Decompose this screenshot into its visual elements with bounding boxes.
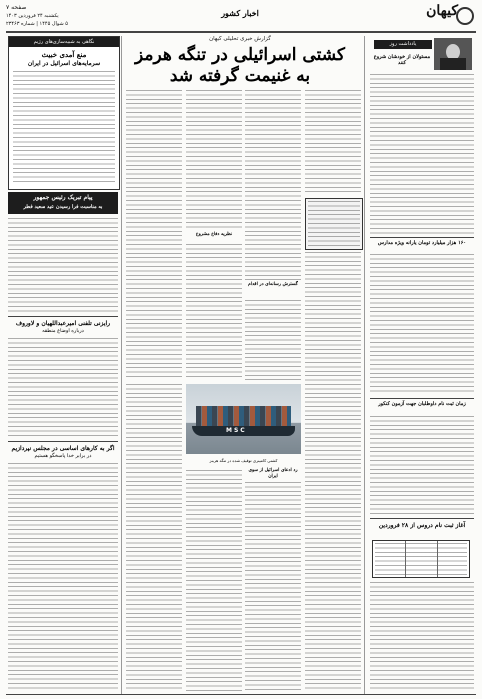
- masthead-rule: [6, 31, 476, 33]
- left-headline-1: رایزنی تلفنی امیرعبداللهیان و لاوروف: [15, 320, 111, 327]
- left-dark-box: [8, 192, 118, 214]
- left-body-1: [8, 218, 118, 313]
- section-title: اخبار کشور: [221, 8, 259, 18]
- mid-headline-1: گسترش رسانه‌ای در اقدام: [248, 282, 298, 287]
- right-headline-b: زمان ثبت نام داوطلبان جهت آزمون کنکور: [378, 401, 466, 407]
- right-rule-2: [370, 398, 474, 399]
- date-line: یکشنبه ۲۴ فروردین ۱۴۰۳: [6, 13, 59, 19]
- main-col-2c: [245, 482, 301, 692]
- logo-emblem-icon: [456, 7, 474, 25]
- left-dark-sub: به مناسبت فرا رسیدن عید سعید فطر: [23, 204, 103, 210]
- left-box-header: نگاهی به شبیه‌سازی‌های رژیم: [9, 37, 119, 47]
- mid-headline-3: رد ادعای اسرائیل از سوی ایران: [248, 468, 298, 479]
- right-rule-3: [370, 518, 474, 519]
- left-body-2: [8, 338, 118, 438]
- left-rule-1: [8, 316, 118, 317]
- main-col-3: [186, 90, 242, 230]
- main-headline-2: به غنیمت گرفته شد: [169, 66, 311, 86]
- left-headline-2: اگر به کارهای اساسی در مجلس نپردازیم: [11, 445, 115, 452]
- editorial-photo: [434, 38, 472, 70]
- left-feature-box: [8, 36, 120, 190]
- left-body-3: [8, 463, 118, 692]
- right-headline-a: ۱۶۰ هزار میلیارد تومان یارانه ویژه مدارس: [377, 240, 467, 246]
- footer-rule: [6, 694, 476, 695]
- left-sub-1: درباره اوضاع منطقه: [42, 328, 84, 334]
- schedule-table: [372, 540, 470, 578]
- main-col-4b: [126, 384, 182, 692]
- photo-caption: کشتی کانتینری توقیف شده در تنگه هرمز: [209, 458, 278, 463]
- main-col-3b: [186, 244, 242, 380]
- main-highlight-box: [305, 198, 363, 250]
- right-headline-c: آغاز ثبت نام دروس از ۲۸ فروردین: [378, 522, 466, 529]
- mid-headline-2: نظریه دفاع مشروع: [195, 232, 233, 237]
- main-col-1b: [305, 252, 361, 692]
- editorial-label: یادداشت روز: [374, 40, 432, 49]
- right-body-c: [370, 582, 474, 692]
- main-col-1: [305, 90, 361, 195]
- main-col-4: [126, 90, 182, 380]
- right-rule-1: [370, 237, 474, 238]
- editorial-body: [370, 74, 474, 234]
- ship-mark: MSC: [226, 427, 247, 434]
- right-body-b: [370, 416, 474, 514]
- editorial-title: مسئولان از خودشان شروع کنند: [373, 54, 431, 66]
- column-divider-left: [121, 36, 122, 694]
- logo: [428, 3, 474, 31]
- issue-line: ۵ شوال ۱۴۴۵ | شماره ۲۳۴۶۳: [6, 21, 68, 27]
- main-kicker: گزارش خبری تحلیلی کیهان: [209, 36, 271, 42]
- left-box-sub: سرمایه‌های اسرائیل در ایران: [27, 60, 101, 67]
- left-sub-2: در برابر خدا پاسخگو هستیم: [34, 453, 92, 459]
- logo-text: کیهان: [426, 3, 458, 19]
- main-headline-1: کشتی اسرائیلی در تنگه هرمز: [135, 45, 345, 65]
- right-body-a: [370, 254, 474, 394]
- main-col-2: [245, 90, 301, 280]
- main-col-2b: [245, 300, 301, 380]
- main-col-3c: [186, 470, 242, 692]
- left-rule-2: [8, 441, 118, 442]
- ship-photo: [186, 384, 301, 454]
- left-box-title: منع آمدی خبیث: [41, 50, 87, 59]
- page-number: صفحه ۷: [6, 4, 27, 11]
- left-dark-title: پیام تبریک رئیس جمهور: [33, 194, 93, 201]
- column-divider-right: [364, 36, 365, 694]
